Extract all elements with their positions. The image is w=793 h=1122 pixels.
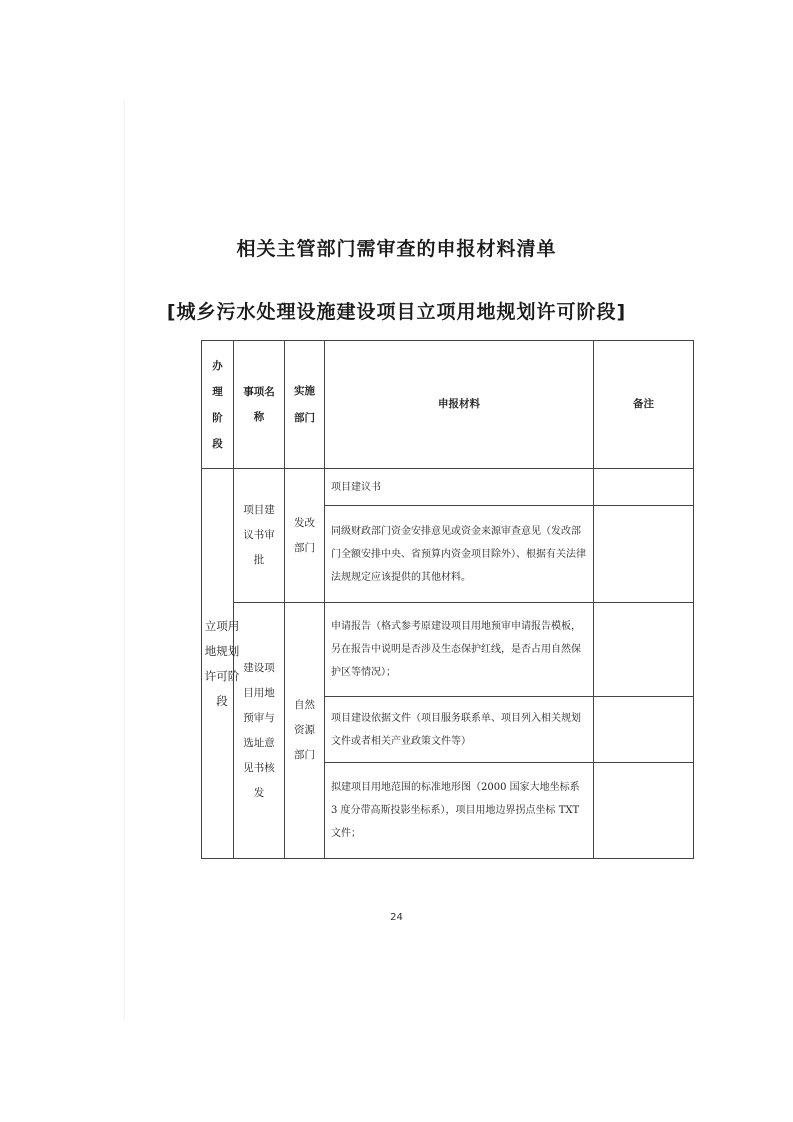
dept-cell-2: 自然资源部门 <box>285 603 325 859</box>
header-item-label: 事项名称 <box>243 385 275 423</box>
header-item <box>234 341 285 469</box>
item-cell-1: 项目建议书审批 <box>234 469 285 603</box>
header-dept-label: 实施部门 <box>294 384 315 424</box>
header-stage: 办理阶段 <box>202 341 234 469</box>
document-subtitle: [城乡污水处理设施建设项目立项用地规划许可阶段] <box>166 301 627 323</box>
remarks-cell <box>594 603 694 697</box>
remarks-cell <box>594 506 694 603</box>
document-title: 相关主管部门需审查的申报材料清单 <box>236 238 557 260</box>
remarks-cell <box>594 697 694 763</box>
header-remarks: 备注 <box>594 341 694 469</box>
remarks-cell <box>594 469 694 506</box>
material-cell: 项目建议书 <box>325 469 594 506</box>
header-dept <box>285 341 325 469</box>
header-materials: 申报材料 <box>325 341 594 469</box>
header-row <box>202 341 694 469</box>
table-row <box>202 469 694 506</box>
remarks-cell <box>594 763 694 859</box>
dept-cell-1: 发改部门 <box>285 469 325 603</box>
page-number: 24 <box>390 912 403 923</box>
table-row <box>202 603 694 697</box>
item-cell-2: 建设项目用地预审与选址意见书核发 <box>234 603 285 859</box>
material-cell: 申请报告（格式参考原建设项目用地预审申请报告模板，另在报告中说明是否涉及生态保护红线，是否占用自然保护区等情况）； <box>325 603 594 697</box>
stage-cell: 立项用地规划许可阶段 <box>202 469 234 859</box>
material-cell: 同级财政部门资金安排意见或资金来源审查意见（发改部门全额安排中央、省预算内资金项目除外）、根据有关法律法规规定应该提供的其他材料。 <box>325 506 594 603</box>
materials-table <box>201 340 694 859</box>
material-cell: 项目建设依据文件（项目服务联系单、项目列入相关规划文件或者相关产业政策文件等） <box>325 697 594 763</box>
material-cell: 拟建项目用地范围的标准地形图（2000 国家大地坐标系 3 度分带高斯投影坐标系），项目用地边界拐点坐标 TXT 文件； <box>325 763 594 859</box>
